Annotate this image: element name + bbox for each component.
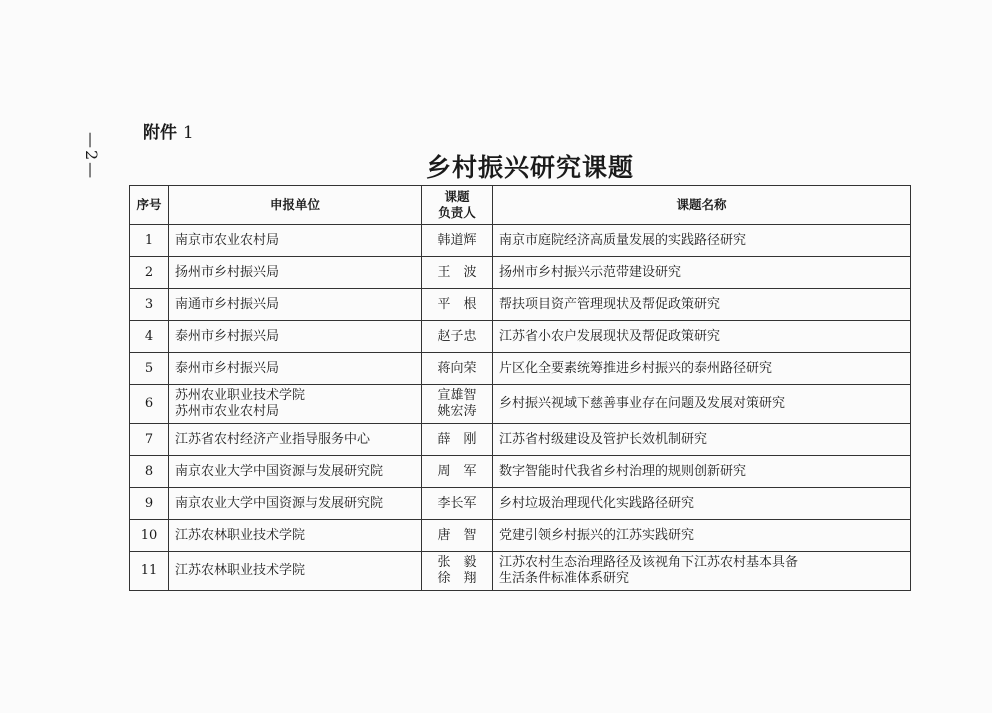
cell-lead (422, 353, 493, 385)
cell-unit (169, 353, 422, 385)
cell-unit (169, 552, 422, 591)
cell-lead-line: 薛 刚 (437, 431, 477, 447)
cell-unit (169, 488, 422, 520)
cell-name-line: 扬州市乡村振兴示范带建设研究 (499, 264, 682, 280)
cell-lead-line: 李长军 (437, 495, 477, 511)
cell-unit (169, 257, 422, 289)
attachment-text: 附件 (143, 123, 177, 143)
cell-lead (422, 552, 493, 591)
header-no: 序号 (130, 186, 169, 225)
cell-unit (169, 321, 422, 353)
attachment-number: 1 (182, 123, 194, 143)
cell-unit (169, 289, 422, 321)
cell-lead-line: 姚宏涛 (437, 404, 477, 419)
cell-name (493, 488, 911, 520)
cell-no: 3 (130, 289, 169, 321)
cell-lead (422, 488, 493, 520)
cell-name (493, 353, 911, 385)
table-row (130, 353, 911, 385)
header-unit: 申报单位 (169, 186, 422, 225)
cell-unit (169, 424, 422, 456)
cell-no: 11 (130, 552, 169, 591)
table-row (130, 424, 911, 456)
cell-unit-line: 南通市乡村振兴局 (175, 296, 280, 312)
cell-lead-line: 宣雄智 (437, 388, 477, 403)
cell-lead (422, 289, 493, 321)
cell-unit-line: 南京农业大学中国资源与发展研究院 (175, 463, 384, 479)
table-row (130, 321, 911, 353)
cell-lead-line: 张 毅 (437, 555, 477, 570)
cell-name (493, 456, 911, 488)
cell-unit-line: 江苏农林职业技术学院 (175, 563, 306, 578)
cell-unit-line: 苏州农业职业技术学院 (175, 388, 306, 403)
cell-name-line: 江苏省村级建设及管护长效机制研究 (499, 431, 708, 447)
header-lead (422, 186, 493, 225)
cell-unit (169, 225, 422, 257)
cell-name (493, 552, 911, 591)
cell-unit-line: 南京农业大学中国资源与发展研究院 (175, 495, 384, 511)
cell-unit-line: 南京市农业农村局 (175, 232, 280, 248)
cell-no: 9 (130, 488, 169, 520)
cell-name-line: 乡村振兴视域下慈善事业存在问题及发展对策研究 (499, 396, 786, 411)
cell-unit (169, 456, 422, 488)
cell-name-line: 江苏农村生态治理路径及该视角下江苏农村基本具备 (499, 555, 799, 570)
cell-no: 7 (130, 424, 169, 456)
cell-name (493, 385, 911, 424)
cell-unit-line: 江苏省农村经济产业指导服务中心 (175, 431, 371, 447)
table-row (130, 456, 911, 488)
cell-lead-line: 唐 智 (437, 527, 477, 543)
cell-lead-line: 平 根 (437, 296, 477, 312)
cell-unit-line: 扬州市乡村振兴局 (175, 264, 280, 280)
header-name: 课题名称 (493, 186, 911, 225)
table-row (130, 488, 911, 520)
cell-lead (422, 520, 493, 552)
cell-name (493, 257, 911, 289)
cell-name-line: 江苏省小农户发展现状及帮促政策研究 (499, 328, 721, 344)
cell-lead-line: 徐 翔 (437, 571, 477, 586)
cell-no: 5 (130, 353, 169, 385)
cell-lead (422, 424, 493, 456)
header-lead-line2: 负责人 (438, 205, 476, 220)
cell-lead (422, 385, 493, 424)
topics-table (129, 185, 911, 591)
cell-name-line: 乡村垃圾治理现代化实践路径研究 (499, 495, 695, 511)
cell-lead-line: 韩道辉 (437, 232, 477, 248)
cell-name-line: 数字智能时代我省乡村治理的规则创新研究 (499, 463, 747, 479)
page-number: —2— (82, 132, 101, 181)
cell-no: 8 (130, 456, 169, 488)
cell-name (493, 424, 911, 456)
table-row (130, 520, 911, 552)
table-body (130, 225, 911, 591)
cell-unit-line: 泰州市乡村振兴局 (175, 328, 280, 344)
cell-name-line: 党建引领乡村振兴的江苏实践研究 (499, 527, 695, 543)
cell-name (493, 520, 911, 552)
cell-name (493, 289, 911, 321)
cell-unit-line: 苏州市农业农村局 (175, 404, 280, 419)
cell-unit (169, 385, 422, 424)
cell-lead (422, 225, 493, 257)
table-row (130, 257, 911, 289)
cell-lead-line: 周 军 (437, 463, 477, 479)
cell-name (493, 321, 911, 353)
cell-name (493, 225, 911, 257)
attachment-label (143, 118, 194, 143)
cell-no: 6 (130, 385, 169, 424)
cell-name-line: 南京市庭院经济高质量发展的实践路径研究 (499, 232, 747, 248)
header-lead-line1: 课题 (444, 189, 470, 204)
cell-no: 4 (130, 321, 169, 353)
table-row (130, 385, 911, 424)
document-title: 乡村振兴研究课题 (425, 153, 634, 182)
cell-name-line: 片区化全要素统筹推进乡村振兴的泰州路径研究 (499, 360, 773, 376)
cell-lead (422, 456, 493, 488)
cell-lead (422, 321, 493, 353)
cell-lead (422, 257, 493, 289)
cell-lead-line: 蒋向荣 (437, 360, 477, 376)
table-row (130, 225, 911, 257)
cell-lead-line: 王 波 (437, 264, 477, 280)
table-row (130, 552, 911, 591)
table-row (130, 289, 911, 321)
cell-name-line: 生活条件标准体系研究 (499, 571, 630, 586)
cell-unit (169, 520, 422, 552)
cell-unit-line: 泰州市乡村振兴局 (175, 360, 280, 376)
table-header-row (130, 186, 911, 225)
cell-lead-line: 赵子忠 (437, 328, 477, 344)
cell-unit-line: 江苏农林职业技术学院 (175, 527, 306, 543)
cell-no: 1 (130, 225, 169, 257)
cell-no: 2 (130, 257, 169, 289)
cell-no: 10 (130, 520, 169, 552)
cell-name-line: 帮扶项目资产管理现状及帮促政策研究 (499, 296, 721, 312)
